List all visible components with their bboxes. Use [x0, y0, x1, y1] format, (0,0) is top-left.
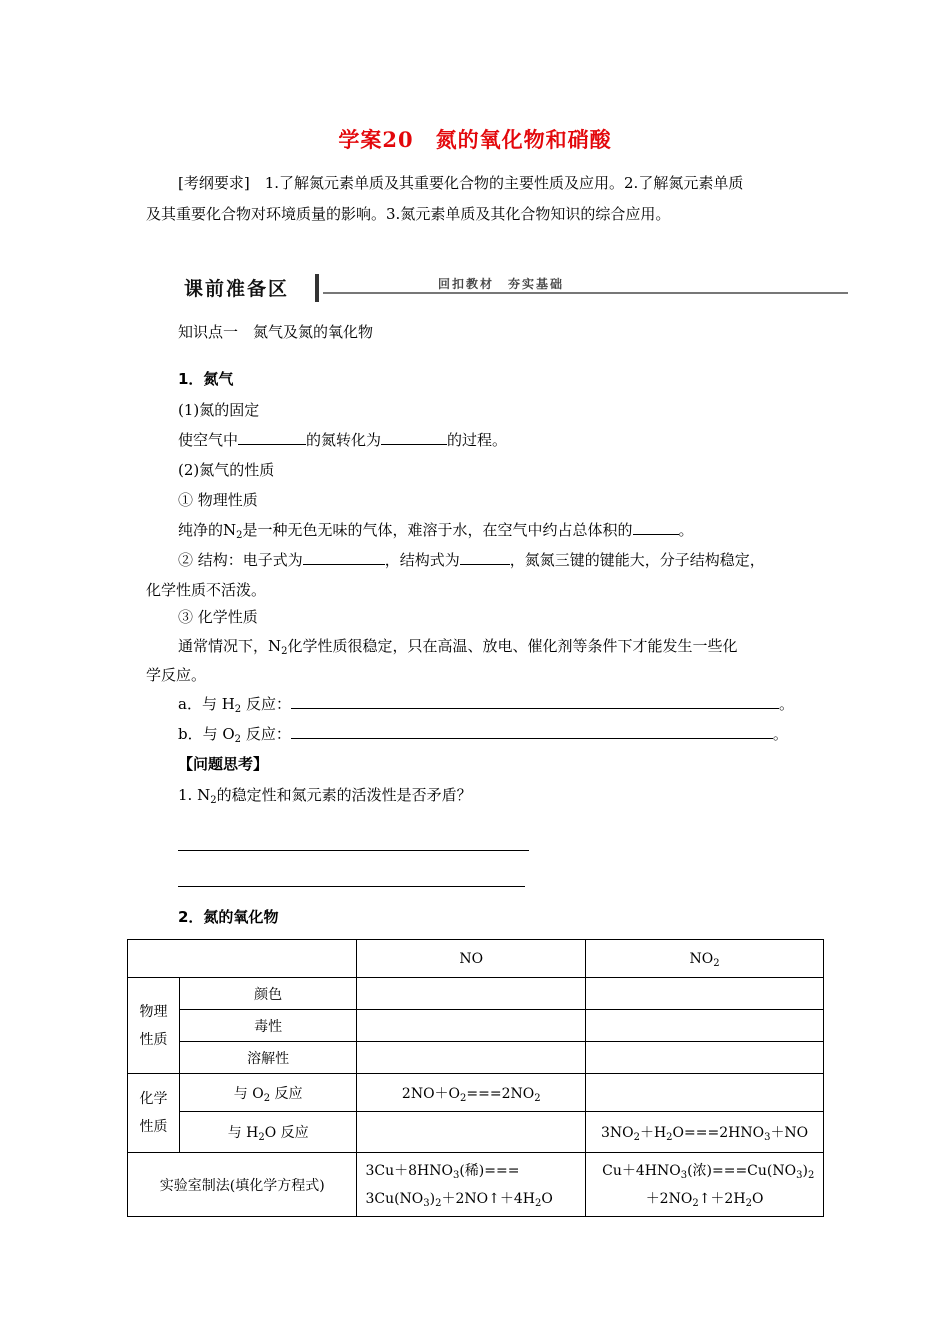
subscript: 2 [666, 1132, 673, 1143]
fill-blank[interactable] [238, 430, 306, 445]
text: 反应： [241, 725, 291, 743]
text: 3Cu＋8HNO [365, 1162, 453, 1179]
fill-blank[interactable] [460, 550, 510, 565]
equation-line [590, 1185, 819, 1213]
text: 通常情况下，N [178, 637, 282, 655]
requirements-line-1: [考纲要求] 1.了解氮元素单质及其重要化合物的主要性质及应用。2.了解氮元素单质 [178, 174, 744, 192]
subscript: 3 [764, 1132, 771, 1143]
reaction-h2 [178, 694, 794, 714]
subscript: 2 [236, 530, 243, 541]
answer-cell[interactable] [586, 978, 824, 1010]
reaction-o2 [178, 724, 788, 744]
table-row [128, 1010, 824, 1042]
text: ) [429, 1190, 436, 1207]
banner-rule [323, 292, 848, 294]
subscript: 2 [263, 1092, 271, 1104]
question-1 [178, 785, 472, 805]
text: 的过程。 [447, 431, 508, 449]
text: 。 [678, 521, 694, 539]
group-chemical [128, 1074, 180, 1153]
text: 的氮转化为 [306, 431, 382, 449]
banner-divider [315, 274, 319, 302]
chemical-properties-heading: ③ 化学性质 [178, 608, 258, 626]
subscript: 2 [713, 957, 720, 969]
text: O [751, 1190, 764, 1207]
table-corner-cell [128, 940, 357, 978]
text: 1. N [178, 786, 211, 804]
subscript: 2 [281, 646, 288, 657]
text: ＋H [639, 1125, 667, 1141]
heading-nitrogen: 1．氮气 [178, 370, 234, 388]
subscript: 2 [460, 1092, 467, 1104]
header-no2 [586, 940, 824, 978]
subscript: 2 [258, 1132, 265, 1143]
answer-cell[interactable] [357, 1010, 586, 1042]
text: 与 H [227, 1125, 259, 1141]
text: 反应： [241, 695, 291, 713]
answer-cell[interactable] [586, 1010, 824, 1042]
answer-cell[interactable] [357, 1042, 586, 1074]
text: 反应 [270, 1085, 303, 1102]
text: (浓)===Cu(NO [687, 1162, 797, 1179]
text: 化学性质很稳定，只在高温、放电、催化剂等条件下才能发生一些化 [287, 637, 738, 655]
text: 性质 [139, 1031, 168, 1048]
requirements-line-2: 及其重要化合物对环境质量的影响。3.氮元素单质及其化合物知识的综合应用。 [146, 205, 671, 223]
fixation-sentence [178, 430, 507, 450]
nitrogen-oxides-table [127, 939, 824, 1217]
heading-nitrogen-oxides: 2．氮的氧化物 [178, 908, 279, 926]
text: 使空气中 [178, 431, 239, 449]
text: ，氮氮三键的键能大，分子结构稳定， [509, 551, 765, 569]
no-lab-equation [357, 1153, 586, 1217]
structure-sentence-cont: 化学性质不活泼。 [146, 581, 267, 599]
question-thinking-heading: 【问题思考】 [178, 755, 269, 773]
text: ＋2NO [645, 1190, 693, 1207]
text: O 反应 [264, 1125, 309, 1141]
row-label-lab: 实验室制法(填化学方程式) [128, 1153, 357, 1217]
row-label-h2o [179, 1112, 357, 1153]
table-row [128, 978, 824, 1010]
text: 与 O [233, 1085, 264, 1102]
answer-line[interactable] [178, 886, 525, 887]
no2-lab-equation [586, 1153, 824, 1217]
subscript: 2 [534, 1092, 541, 1104]
text: ② 结构：电子式为 [178, 551, 303, 569]
page-title: 学案20 氮的氧化物和硝酸 [338, 127, 612, 152]
subheading-fixation: (1)氮的固定 [178, 401, 260, 419]
subscript: 2 [534, 1197, 542, 1209]
structure-sentence [178, 550, 765, 570]
banner-subtitle: 回扣教材 夯实基础 [438, 277, 565, 291]
subscript: 2 [692, 1197, 699, 1209]
text: ，结构式为 [384, 551, 460, 569]
text: O [541, 1190, 553, 1207]
subscript: 3 [796, 1169, 803, 1181]
subscript: 2 [210, 795, 217, 806]
table-row [128, 1042, 824, 1074]
subscript: 2 [745, 1197, 752, 1209]
fill-blank[interactable] [303, 550, 385, 565]
row-label-color: 颜色 [179, 978, 357, 1010]
group-physical [128, 978, 180, 1074]
equation-line [365, 1185, 581, 1213]
text: ＋NO [770, 1125, 809, 1141]
text: 3NO [600, 1125, 634, 1141]
text: 性质 [139, 1119, 168, 1135]
physical-properties-heading: ① 物理性质 [178, 491, 258, 509]
chemical-properties-cont: 学反应。 [146, 666, 207, 684]
text: 2NO＋O [401, 1085, 461, 1102]
chemical-properties-sentence [178, 636, 738, 656]
subscript: 2 [435, 1197, 442, 1209]
text: (稀)=== [459, 1162, 520, 1179]
text: 物理 [139, 1003, 168, 1020]
text: 。 [772, 725, 788, 743]
subscript: 2 [807, 1169, 815, 1181]
table-row [128, 1074, 824, 1112]
text: ＋2NO↑＋4H [441, 1190, 535, 1207]
section-banner [178, 272, 848, 304]
fill-blank[interactable] [291, 694, 779, 709]
equation-line [590, 1157, 819, 1185]
text: 化学 [139, 1091, 168, 1107]
subscript: 2 [234, 734, 242, 745]
physical-properties-sentence [178, 520, 694, 540]
text: 的稳定性和氮元素的活泼性是否矛盾？ [216, 786, 472, 804]
text: NO [689, 950, 714, 967]
text: 是一种无色无味的气体，难溶于水，在空气中约占总体积的 [242, 521, 633, 539]
knowledge-point-heading: 知识点一 氮气及氮的氧化物 [178, 323, 374, 341]
row-label-solubility: 溶解性 [179, 1042, 357, 1074]
subscript: 3 [452, 1169, 460, 1181]
text: 3Cu(NO [365, 1190, 424, 1207]
no-o2-equation [357, 1074, 586, 1112]
answer-cell[interactable] [357, 978, 586, 1010]
table-row [128, 1112, 824, 1153]
answer-cell[interactable] [586, 1074, 824, 1112]
row-label-toxicity: 毒性 [179, 1010, 357, 1042]
answer-cell[interactable] [586, 1042, 824, 1074]
header-no: NO [357, 940, 586, 978]
answer-line[interactable] [178, 850, 529, 851]
banner-label: 课前准备区 [184, 278, 290, 300]
subscript: 2 [234, 704, 242, 715]
table-row [128, 1153, 824, 1217]
table-row [128, 940, 824, 978]
text: ↑＋2H [698, 1190, 746, 1207]
subscript: 3 [423, 1197, 430, 1209]
no2-h2o-equation [586, 1112, 824, 1153]
requirements [146, 168, 826, 230]
text: O===2HNO [672, 1125, 765, 1141]
text: ) [802, 1162, 808, 1179]
text: 。 [778, 695, 794, 713]
text: Cu＋4HNO [602, 1162, 681, 1179]
answer-cell[interactable] [357, 1112, 586, 1153]
text: a．与 H [178, 695, 235, 713]
text: ===2NO [466, 1085, 535, 1102]
subscript: 3 [680, 1169, 688, 1181]
subheading-properties: (2)氮气的性质 [178, 461, 275, 479]
text: b．与 O [178, 725, 235, 743]
fill-blank[interactable] [381, 430, 447, 445]
row-label-o2 [179, 1074, 357, 1112]
text: 纯净的N [178, 521, 237, 539]
fill-blank[interactable] [633, 520, 679, 535]
subscript: 2 [633, 1132, 640, 1143]
equation-line [365, 1157, 581, 1185]
fill-blank[interactable] [291, 724, 773, 739]
